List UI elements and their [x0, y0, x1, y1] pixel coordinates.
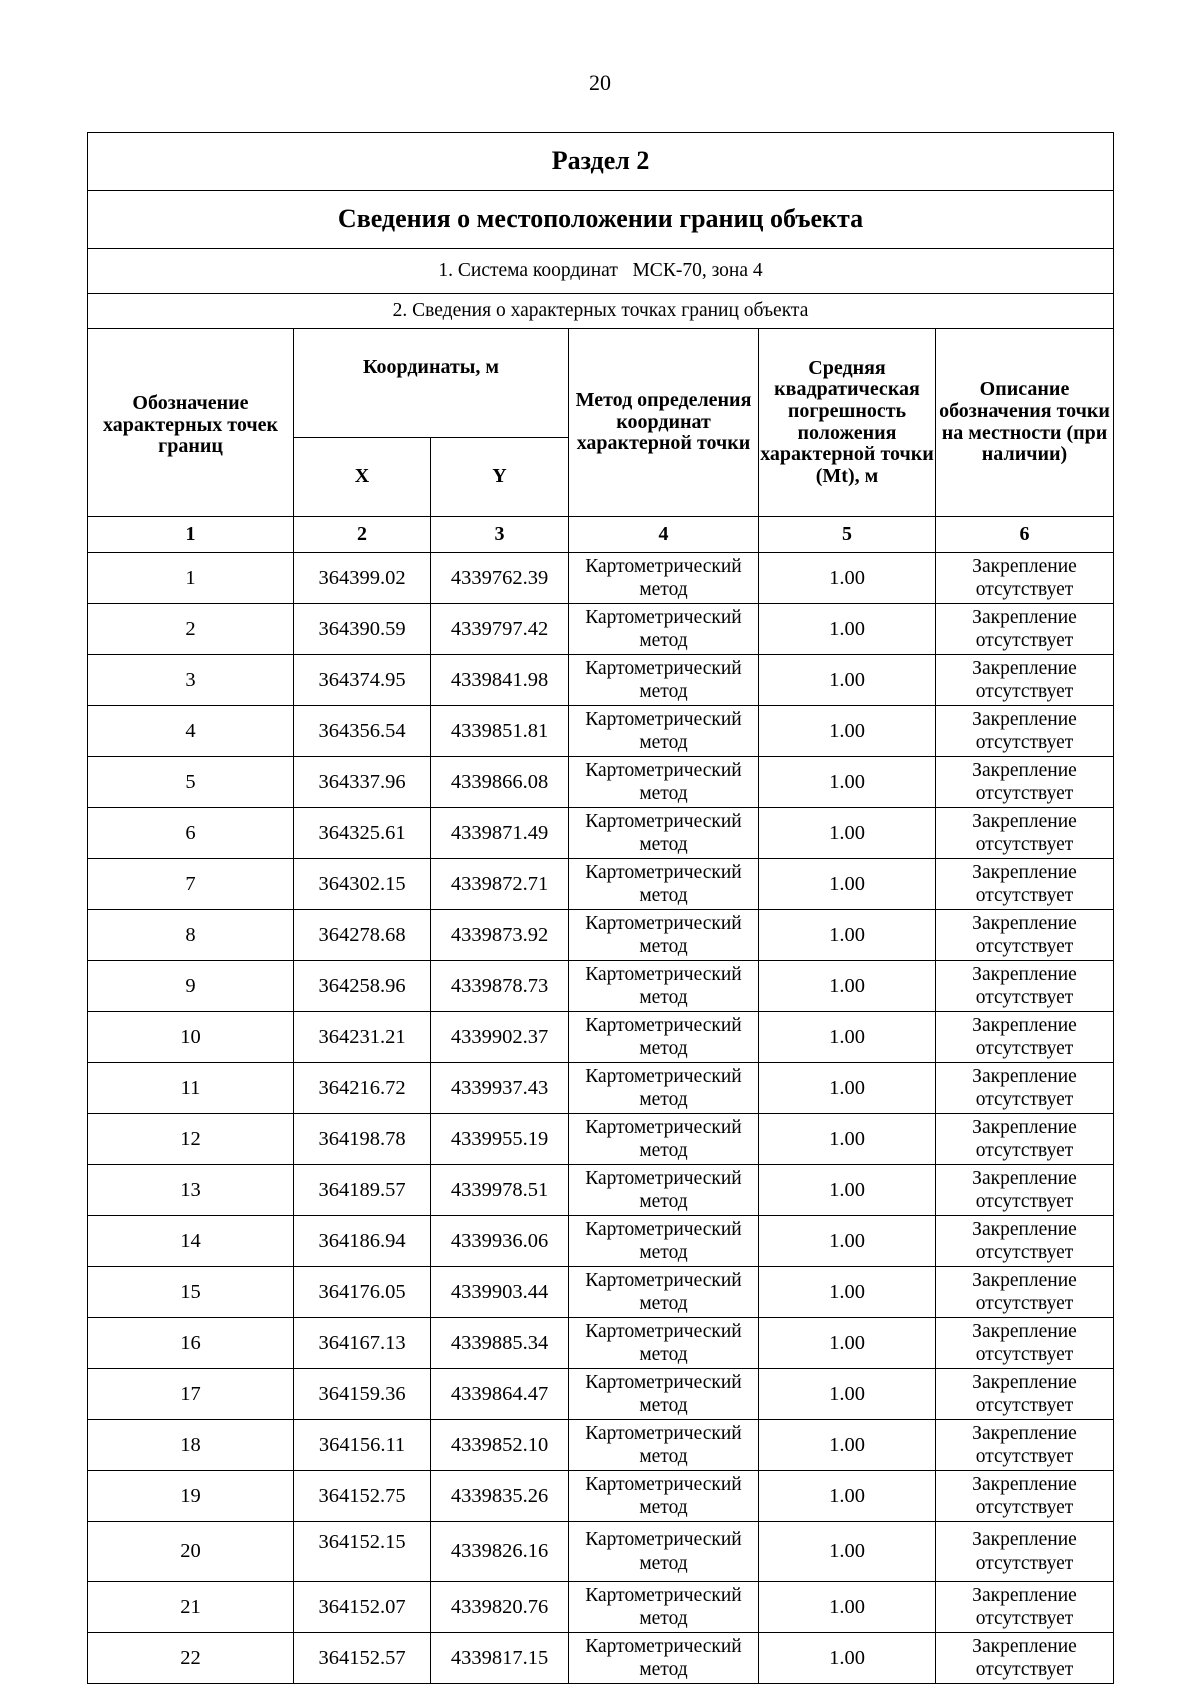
- coord-system-cell: [88, 249, 1114, 294]
- point-id-cell: 17: [88, 1369, 294, 1420]
- table-row: [88, 1471, 1114, 1522]
- y-coordinate-cell: 4339762.39: [431, 553, 569, 604]
- mean-error-cell: 1.00: [759, 1582, 936, 1633]
- x-coordinate-cell: 364258.96: [294, 961, 431, 1012]
- table-row: [88, 910, 1114, 961]
- x-coordinate-cell: 364152.75: [294, 1471, 431, 1522]
- point-id-cell: 22: [88, 1633, 294, 1684]
- method-cell: Картометрический метод: [569, 859, 759, 910]
- y-coordinate-cell: 4339937.43: [431, 1063, 569, 1114]
- table-row: [88, 1114, 1114, 1165]
- point-id-cell: 5: [88, 757, 294, 808]
- y-coordinate-cell: 4339902.37: [431, 1012, 569, 1063]
- method-cell: Картометрический метод: [569, 1216, 759, 1267]
- point-id-cell: 3: [88, 655, 294, 706]
- x-coordinate-cell: 364216.72: [294, 1063, 431, 1114]
- header-row-1: [88, 329, 1114, 438]
- mean-error-cell: 1.00: [759, 1471, 936, 1522]
- section-subtitle-row: [88, 191, 1114, 249]
- description-cell: Закрепление отсутствует: [936, 1633, 1114, 1684]
- y-coordinate-cell: 4339820.76: [431, 1582, 569, 1633]
- y-coordinate-cell: 4339871.49: [431, 808, 569, 859]
- table-row: [88, 655, 1114, 706]
- table-row: [88, 859, 1114, 910]
- description-cell: Закрепление отсутствует: [936, 1114, 1114, 1165]
- column-number: 4: [569, 517, 759, 553]
- header-description: Описание обозначения точки на местности (при наличии): [936, 329, 1114, 517]
- header-mean-error: Средняя квадратическая погрешность положения характерной точки (Mt), м: [759, 329, 936, 517]
- coord-system-label: 1. Система координат: [438, 260, 618, 282]
- mean-error-cell: 1.00: [759, 1318, 936, 1369]
- mean-error-cell: 1.00: [759, 1522, 936, 1582]
- method-cell: Картометрический метод: [569, 1420, 759, 1471]
- mean-error-cell: 1.00: [759, 553, 936, 604]
- coord-system-row: [88, 249, 1114, 294]
- mean-error-cell: 1.00: [759, 604, 936, 655]
- section-subtitle: Сведения о местоположении границ объекта: [88, 191, 1114, 249]
- section-title-row: [88, 133, 1114, 191]
- description-cell: Закрепление отсутствует: [936, 553, 1114, 604]
- header-y: Y: [431, 438, 569, 517]
- table-row: [88, 1063, 1114, 1114]
- table-row: [88, 961, 1114, 1012]
- y-coordinate-cell: 4339878.73: [431, 961, 569, 1012]
- table-row: [88, 808, 1114, 859]
- table-row: [88, 604, 1114, 655]
- mean-error-cell: 1.00: [759, 910, 936, 961]
- point-id-cell: 15: [88, 1267, 294, 1318]
- description-cell: Закрепление отсутствует: [936, 859, 1114, 910]
- table-row: [88, 757, 1114, 808]
- section-title: Раздел 2: [88, 133, 1114, 191]
- description-cell: Закрепление отсутствует: [936, 1267, 1114, 1318]
- point-id-cell: 9: [88, 961, 294, 1012]
- header-method: Метод определения координат характерной точки: [569, 329, 759, 517]
- x-coordinate-cell: 364159.36: [294, 1369, 431, 1420]
- mean-error-cell: 1.00: [759, 859, 936, 910]
- description-cell: Закрепление отсутствует: [936, 1012, 1114, 1063]
- description-cell: Закрепление отсутствует: [936, 1522, 1114, 1582]
- point-id-cell: 21: [88, 1582, 294, 1633]
- mean-error-cell: 1.00: [759, 1165, 936, 1216]
- y-coordinate-cell: 4339866.08: [431, 757, 569, 808]
- y-coordinate-cell: 4339903.44: [431, 1267, 569, 1318]
- x-coordinate-cell: 364152.57: [294, 1633, 431, 1684]
- mean-error-cell: 1.00: [759, 808, 936, 859]
- mean-error-cell: 1.00: [759, 1267, 936, 1318]
- point-id-cell: 19: [88, 1471, 294, 1522]
- mean-error-cell: 1.00: [759, 1012, 936, 1063]
- point-id-cell: 4: [88, 706, 294, 757]
- method-cell: Картометрический метод: [569, 1369, 759, 1420]
- y-coordinate-cell: 4339851.81: [431, 706, 569, 757]
- point-id-cell: 20: [88, 1522, 294, 1582]
- x-coordinate-cell: 364152.07: [294, 1582, 431, 1633]
- method-cell: Картометрический метод: [569, 1165, 759, 1216]
- point-id-cell: 6: [88, 808, 294, 859]
- column-number: 3: [431, 517, 569, 553]
- table-row: [88, 1165, 1114, 1216]
- point-id-cell: 16: [88, 1318, 294, 1369]
- x-coordinate-cell: 364152.15: [294, 1522, 431, 1582]
- table-row: [88, 1012, 1114, 1063]
- method-cell: Картометрический метод: [569, 1522, 759, 1582]
- table-row: [88, 1522, 1114, 1582]
- description-cell: Закрепление отсутствует: [936, 604, 1114, 655]
- column-number: 5: [759, 517, 936, 553]
- method-cell: Картометрический метод: [569, 655, 759, 706]
- table-row: [88, 1216, 1114, 1267]
- x-coordinate-cell: 364356.54: [294, 706, 431, 757]
- x-coordinate-cell: 364374.95: [294, 655, 431, 706]
- y-coordinate-cell: 4339955.19: [431, 1114, 569, 1165]
- table-row: [88, 1633, 1114, 1684]
- point-id-cell: 11: [88, 1063, 294, 1114]
- table-row: [88, 1369, 1114, 1420]
- y-coordinate-cell: 4339872.71: [431, 859, 569, 910]
- table-row: [88, 1267, 1114, 1318]
- table-row: [88, 553, 1114, 604]
- description-cell: Закрепление отсутствует: [936, 1471, 1114, 1522]
- description-cell: Закрепление отсутствует: [936, 1369, 1114, 1420]
- table-row: [88, 1420, 1114, 1471]
- description-cell: Закрепление отсутствует: [936, 961, 1114, 1012]
- column-numbers-row: [88, 517, 1114, 553]
- method-cell: Картометрический метод: [569, 1471, 759, 1522]
- y-coordinate-cell: 4339797.42: [431, 604, 569, 655]
- point-id-cell: 7: [88, 859, 294, 910]
- y-coordinate-cell: 4339817.15: [431, 1633, 569, 1684]
- coord-system-value: МСК-70, зона 4: [632, 260, 763, 282]
- y-coordinate-cell: 4339841.98: [431, 655, 569, 706]
- description-cell: Закрепление отсутствует: [936, 1165, 1114, 1216]
- y-coordinate-cell: 4339826.16: [431, 1522, 569, 1582]
- method-cell: Картометрический метод: [569, 1633, 759, 1684]
- method-cell: Картометрический метод: [569, 1318, 759, 1369]
- mean-error-cell: 1.00: [759, 1369, 936, 1420]
- y-coordinate-cell: 4339864.47: [431, 1369, 569, 1420]
- description-cell: Закрепление отсутствует: [936, 1582, 1114, 1633]
- mean-error-cell: 1.00: [759, 706, 936, 757]
- header-point-designation: Обозначение характерных точек границ: [88, 329, 294, 517]
- column-number: 2: [294, 517, 431, 553]
- x-coordinate-cell: 364167.13: [294, 1318, 431, 1369]
- method-cell: Картометрический метод: [569, 808, 759, 859]
- y-coordinate-cell: 4339852.10: [431, 1420, 569, 1471]
- x-coordinate-cell: 364231.21: [294, 1012, 431, 1063]
- method-cell: Картометрический метод: [569, 910, 759, 961]
- mean-error-cell: 1.00: [759, 1420, 936, 1471]
- page-number: 20: [589, 70, 611, 95]
- method-cell: Картометрический метод: [569, 757, 759, 808]
- method-cell: Картометрический метод: [569, 1012, 759, 1063]
- method-cell: Картометрический метод: [569, 1582, 759, 1633]
- points-title: 2. Сведения о характерных точках границ объекта: [88, 294, 1114, 329]
- method-cell: Картометрический метод: [569, 553, 759, 604]
- x-coordinate-cell: 364176.05: [294, 1267, 431, 1318]
- x-coordinate-cell: 364399.02: [294, 553, 431, 604]
- points-title-row: [88, 294, 1114, 329]
- method-cell: Картометрический метод: [569, 1114, 759, 1165]
- description-cell: Закрепление отсутствует: [936, 655, 1114, 706]
- header-x: X: [294, 438, 431, 517]
- mean-error-cell: 1.00: [759, 1063, 936, 1114]
- method-cell: Картометрический метод: [569, 604, 759, 655]
- point-id-cell: 13: [88, 1165, 294, 1216]
- table-row: [88, 1582, 1114, 1633]
- description-cell: Закрепление отсутствует: [936, 1420, 1114, 1471]
- description-cell: Закрепление отсутствует: [936, 910, 1114, 961]
- x-coordinate-cell: 364186.94: [294, 1216, 431, 1267]
- x-coordinate-cell: 364156.11: [294, 1420, 431, 1471]
- y-coordinate-cell: 4339873.92: [431, 910, 569, 961]
- description-cell: Закрепление отсутствует: [936, 757, 1114, 808]
- description-cell: Закрепление отсутствует: [936, 808, 1114, 859]
- column-number: 6: [936, 517, 1114, 553]
- point-id-cell: 8: [88, 910, 294, 961]
- y-coordinate-cell: 4339936.06: [431, 1216, 569, 1267]
- boundary-points-table: [87, 132, 1114, 1684]
- header-coordinates: Координаты, м: [294, 329, 569, 438]
- point-id-cell: 2: [88, 604, 294, 655]
- method-cell: Картометрический метод: [569, 706, 759, 757]
- y-coordinate-cell: 4339835.26: [431, 1471, 569, 1522]
- point-id-cell: 14: [88, 1216, 294, 1267]
- description-cell: Закрепление отсутствует: [936, 1216, 1114, 1267]
- mean-error-cell: 1.00: [759, 961, 936, 1012]
- description-cell: Закрепление отсутствует: [936, 1318, 1114, 1369]
- x-coordinate-cell: 364325.61: [294, 808, 431, 859]
- mean-error-cell: 1.00: [759, 1633, 936, 1684]
- description-cell: Закрепление отсутствует: [936, 706, 1114, 757]
- method-cell: Картометрический метод: [569, 1267, 759, 1318]
- table-row: [88, 706, 1114, 757]
- y-coordinate-cell: 4339978.51: [431, 1165, 569, 1216]
- x-coordinate-cell: 364302.15: [294, 859, 431, 910]
- method-cell: Картометрический метод: [569, 1063, 759, 1114]
- x-coordinate-cell: 364278.68: [294, 910, 431, 961]
- x-coordinate-cell: 364337.96: [294, 757, 431, 808]
- point-id-cell: 10: [88, 1012, 294, 1063]
- point-id-cell: 12: [88, 1114, 294, 1165]
- mean-error-cell: 1.00: [759, 1216, 936, 1267]
- point-id-cell: 18: [88, 1420, 294, 1471]
- x-coordinate-cell: 364189.57: [294, 1165, 431, 1216]
- y-coordinate-cell: 4339885.34: [431, 1318, 569, 1369]
- description-cell: Закрепление отсутствует: [936, 1063, 1114, 1114]
- method-cell: Картометрический метод: [569, 961, 759, 1012]
- x-coordinate-cell: 364390.59: [294, 604, 431, 655]
- point-id-cell: 1: [88, 553, 294, 604]
- mean-error-cell: 1.00: [759, 1114, 936, 1165]
- table-row: [88, 1318, 1114, 1369]
- column-number: 1: [88, 517, 294, 553]
- mean-error-cell: 1.00: [759, 655, 936, 706]
- x-coordinate-cell: 364198.78: [294, 1114, 431, 1165]
- mean-error-cell: 1.00: [759, 757, 936, 808]
